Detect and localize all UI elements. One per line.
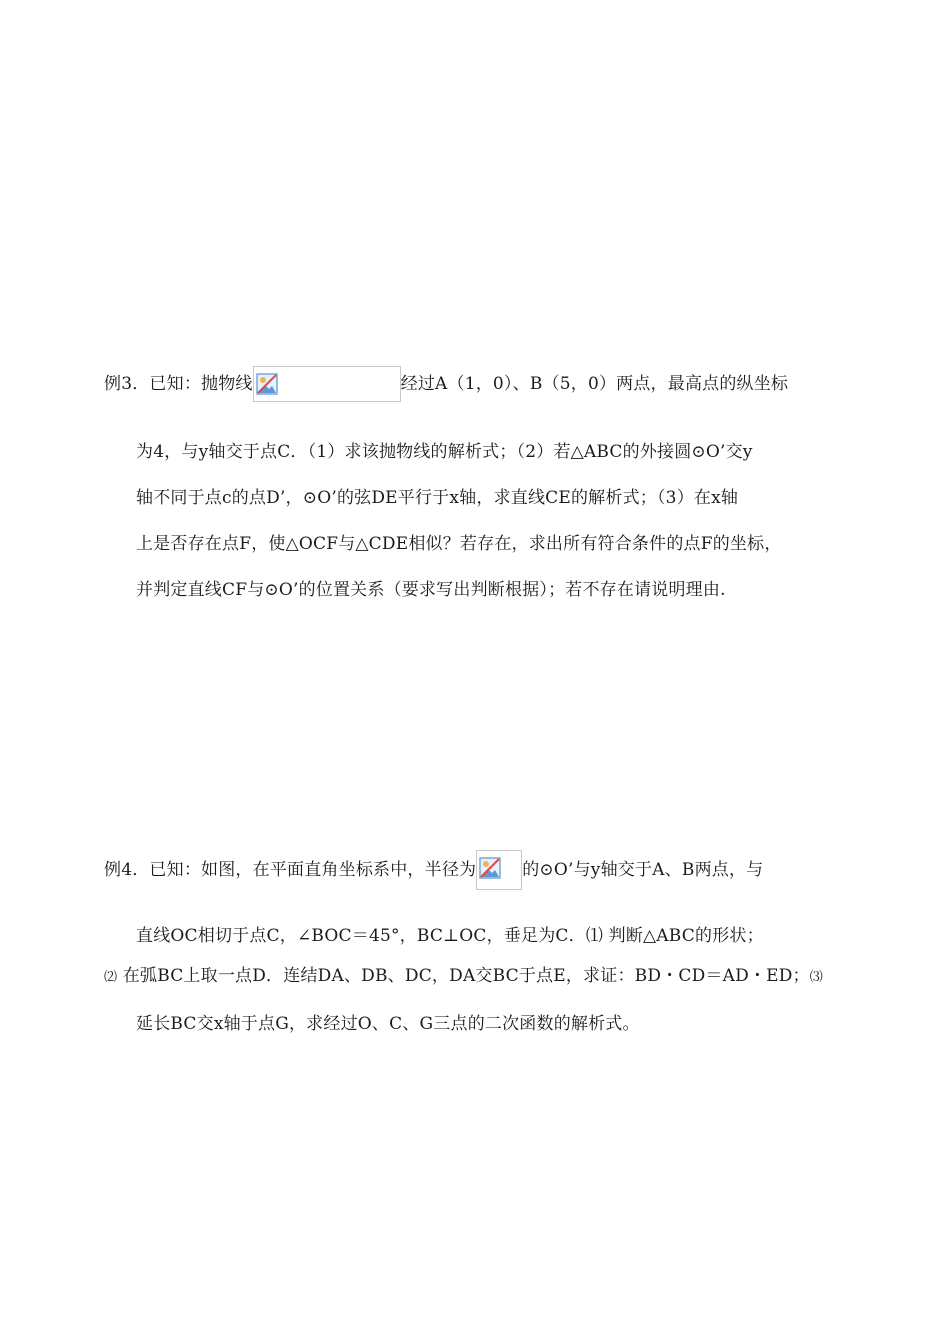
example3-text-1b: 经过A（1，0）、B（5，0）两点，最高点的纵坐标 [400, 374, 789, 394]
example3-line5: 并判定直线CF与⊙O’的位置关系（要求写出判断根据）；若不存在请说明理由. [136, 580, 726, 600]
broken-image-icon [476, 850, 522, 890]
example4-line1 [104, 850, 763, 890]
example3-line1 [104, 366, 788, 402]
example4-line3 [104, 964, 823, 990]
example4-text-1b: 的⊙O’与y轴交于A、B两点，与 [522, 860, 764, 880]
example4-text-1a: 例4．已知：如图，在平面直角坐标系中，半径为 [104, 860, 477, 880]
item-marker-2: ⑵ [104, 970, 118, 985]
example3-line2: 为4，与y轴交于点C．（1）求该抛物线的解析式；（2）若△ABC的外接圆⊙O’交y [136, 442, 753, 462]
example3-text-1a: 例3．已知：抛物线 [104, 374, 253, 394]
example4-line2: 直线OC相切于点C，∠BOC＝45°，BC⊥OC，垂足为C．⑴ 判断△ABC的形状； [136, 926, 764, 946]
broken-image-icon [253, 366, 401, 402]
item-marker-3: ⑶ [809, 970, 823, 985]
example3-line4: 上是否存在点F，使△OCF与△CDE相似？若存在，求出所有符合条件的点F的坐标， [136, 534, 782, 554]
example3-line3: 轴不同于点c的点D’，⊙O’的弦DE平行于x轴，求直线CE的解析式；（3）在x轴 [136, 488, 739, 508]
example4-text-3b: 在弧BC上取一点D．连结DA、DB、DC，DA交BC于点E，求证：BD・CD＝AD・ED； [117, 966, 810, 986]
example4-line4: 延长BC交x轴于点G，求经过O、C、G三点的二次函数的解析式。 [136, 1014, 640, 1034]
